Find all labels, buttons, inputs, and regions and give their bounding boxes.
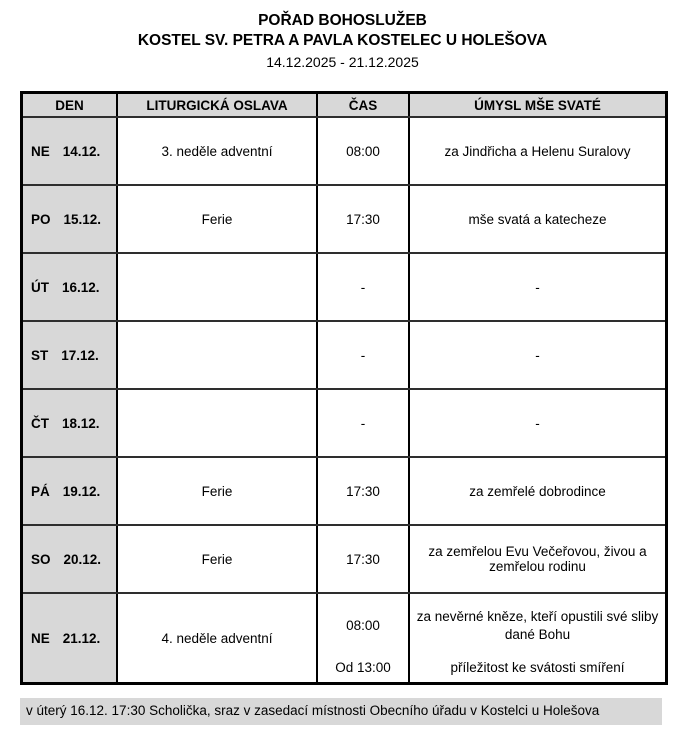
time-cell: 17:30 xyxy=(318,458,410,524)
table-header-row xyxy=(23,94,665,116)
time-primary: 08:00 xyxy=(346,618,380,634)
time-cell: 17:30 xyxy=(318,526,410,592)
celebration-cell: Ferie xyxy=(118,458,318,524)
day-date: 21.12. xyxy=(62,630,101,646)
column-header-umysl: ÚMYSL MŠE SVATÉ xyxy=(410,94,665,116)
day-abbr: ÚT xyxy=(31,279,49,295)
table-row xyxy=(23,184,665,252)
table-row xyxy=(23,252,665,320)
time-cell: - xyxy=(318,322,410,388)
celebration-cell xyxy=(118,390,318,456)
day-abbr: SO xyxy=(31,551,51,567)
celebration-cell xyxy=(118,254,318,320)
intention-cell xyxy=(410,594,665,682)
time-cell: 08:00 xyxy=(318,118,410,184)
schedule-table xyxy=(20,91,668,685)
day-cell xyxy=(23,118,118,184)
day-abbr: PO xyxy=(31,211,51,227)
time-cell: - xyxy=(318,254,410,320)
day-cell xyxy=(23,186,118,252)
page-subtitle: KOSTEL SV. PETRA A PAVLA KOSTELEC U HOLEŠOVA xyxy=(137,32,548,50)
footer-note: v úterý 16.12. 17:30 Scholička, sraz v zasedací místnosti Obecního úřadu v Kostelci u Holešova xyxy=(20,698,662,725)
day-cell xyxy=(23,594,118,682)
page-title: POŘAD BOHOSLUŽEB xyxy=(258,12,427,29)
table-row xyxy=(23,116,665,184)
celebration-cell xyxy=(118,322,318,388)
table-row xyxy=(23,592,665,682)
day-cell xyxy=(23,254,118,320)
intention-cell: za Jindřicha a Helenu Suralovy xyxy=(444,143,631,159)
day-date: 19.12. xyxy=(62,483,101,499)
day-abbr: ST xyxy=(31,347,49,363)
table-row xyxy=(23,388,665,456)
table-row xyxy=(23,456,665,524)
date-range: 14.12.2025 - 21.12.2025 xyxy=(266,54,419,71)
day-date: 18.12. xyxy=(62,415,100,431)
time-cell: - xyxy=(318,390,410,456)
day-cell xyxy=(23,390,118,456)
day-date: 20.12. xyxy=(63,551,102,567)
day-cell xyxy=(23,458,118,524)
day-abbr: ČT xyxy=(31,415,49,431)
celebration-cell: 3. neděle adventní xyxy=(118,118,318,184)
column-header-cas: ČAS xyxy=(318,94,410,116)
time-cell xyxy=(318,594,410,682)
intention-cell: za zemřelé dobrodince xyxy=(469,483,606,499)
intention-cell: mše svatá a katecheze xyxy=(468,211,607,227)
celebration-cell: Ferie xyxy=(118,526,318,592)
column-header-den: DEN xyxy=(23,94,118,116)
day-abbr: NE xyxy=(31,630,50,646)
intention-cell: za zemřelou Evu Večeřovou, živou a zemřelou rodinu xyxy=(428,544,647,575)
intention-secondary: příležitost ke svátosti smíření xyxy=(450,660,625,676)
time-secondary: Od 13:00 xyxy=(335,660,391,676)
day-date: 16.12. xyxy=(62,279,100,295)
day-cell xyxy=(23,526,118,592)
intention-primary: za nevěrné kněze, kteří opustili své sliby dané Bohu xyxy=(416,609,659,643)
day-abbr: NE xyxy=(31,143,50,159)
day-abbr: PÁ xyxy=(31,483,50,499)
table-row xyxy=(23,320,665,388)
day-date: 17.12. xyxy=(61,347,99,363)
celebration-cell: 4. neděle adventní xyxy=(118,594,318,682)
intention-cell: - xyxy=(535,347,540,363)
intention-cell: - xyxy=(535,415,540,431)
celebration-cell: Ferie xyxy=(118,186,318,252)
time-cell: 17:30 xyxy=(318,186,410,252)
table-row xyxy=(23,524,665,592)
day-date: 15.12. xyxy=(63,211,102,227)
day-date: 14.12. xyxy=(62,143,101,159)
column-header-liturgicka-oslava: LITURGICKÁ OSLAVA xyxy=(118,94,318,116)
document-header xyxy=(0,0,685,70)
intention-cell: - xyxy=(535,279,540,295)
day-cell xyxy=(23,322,118,388)
